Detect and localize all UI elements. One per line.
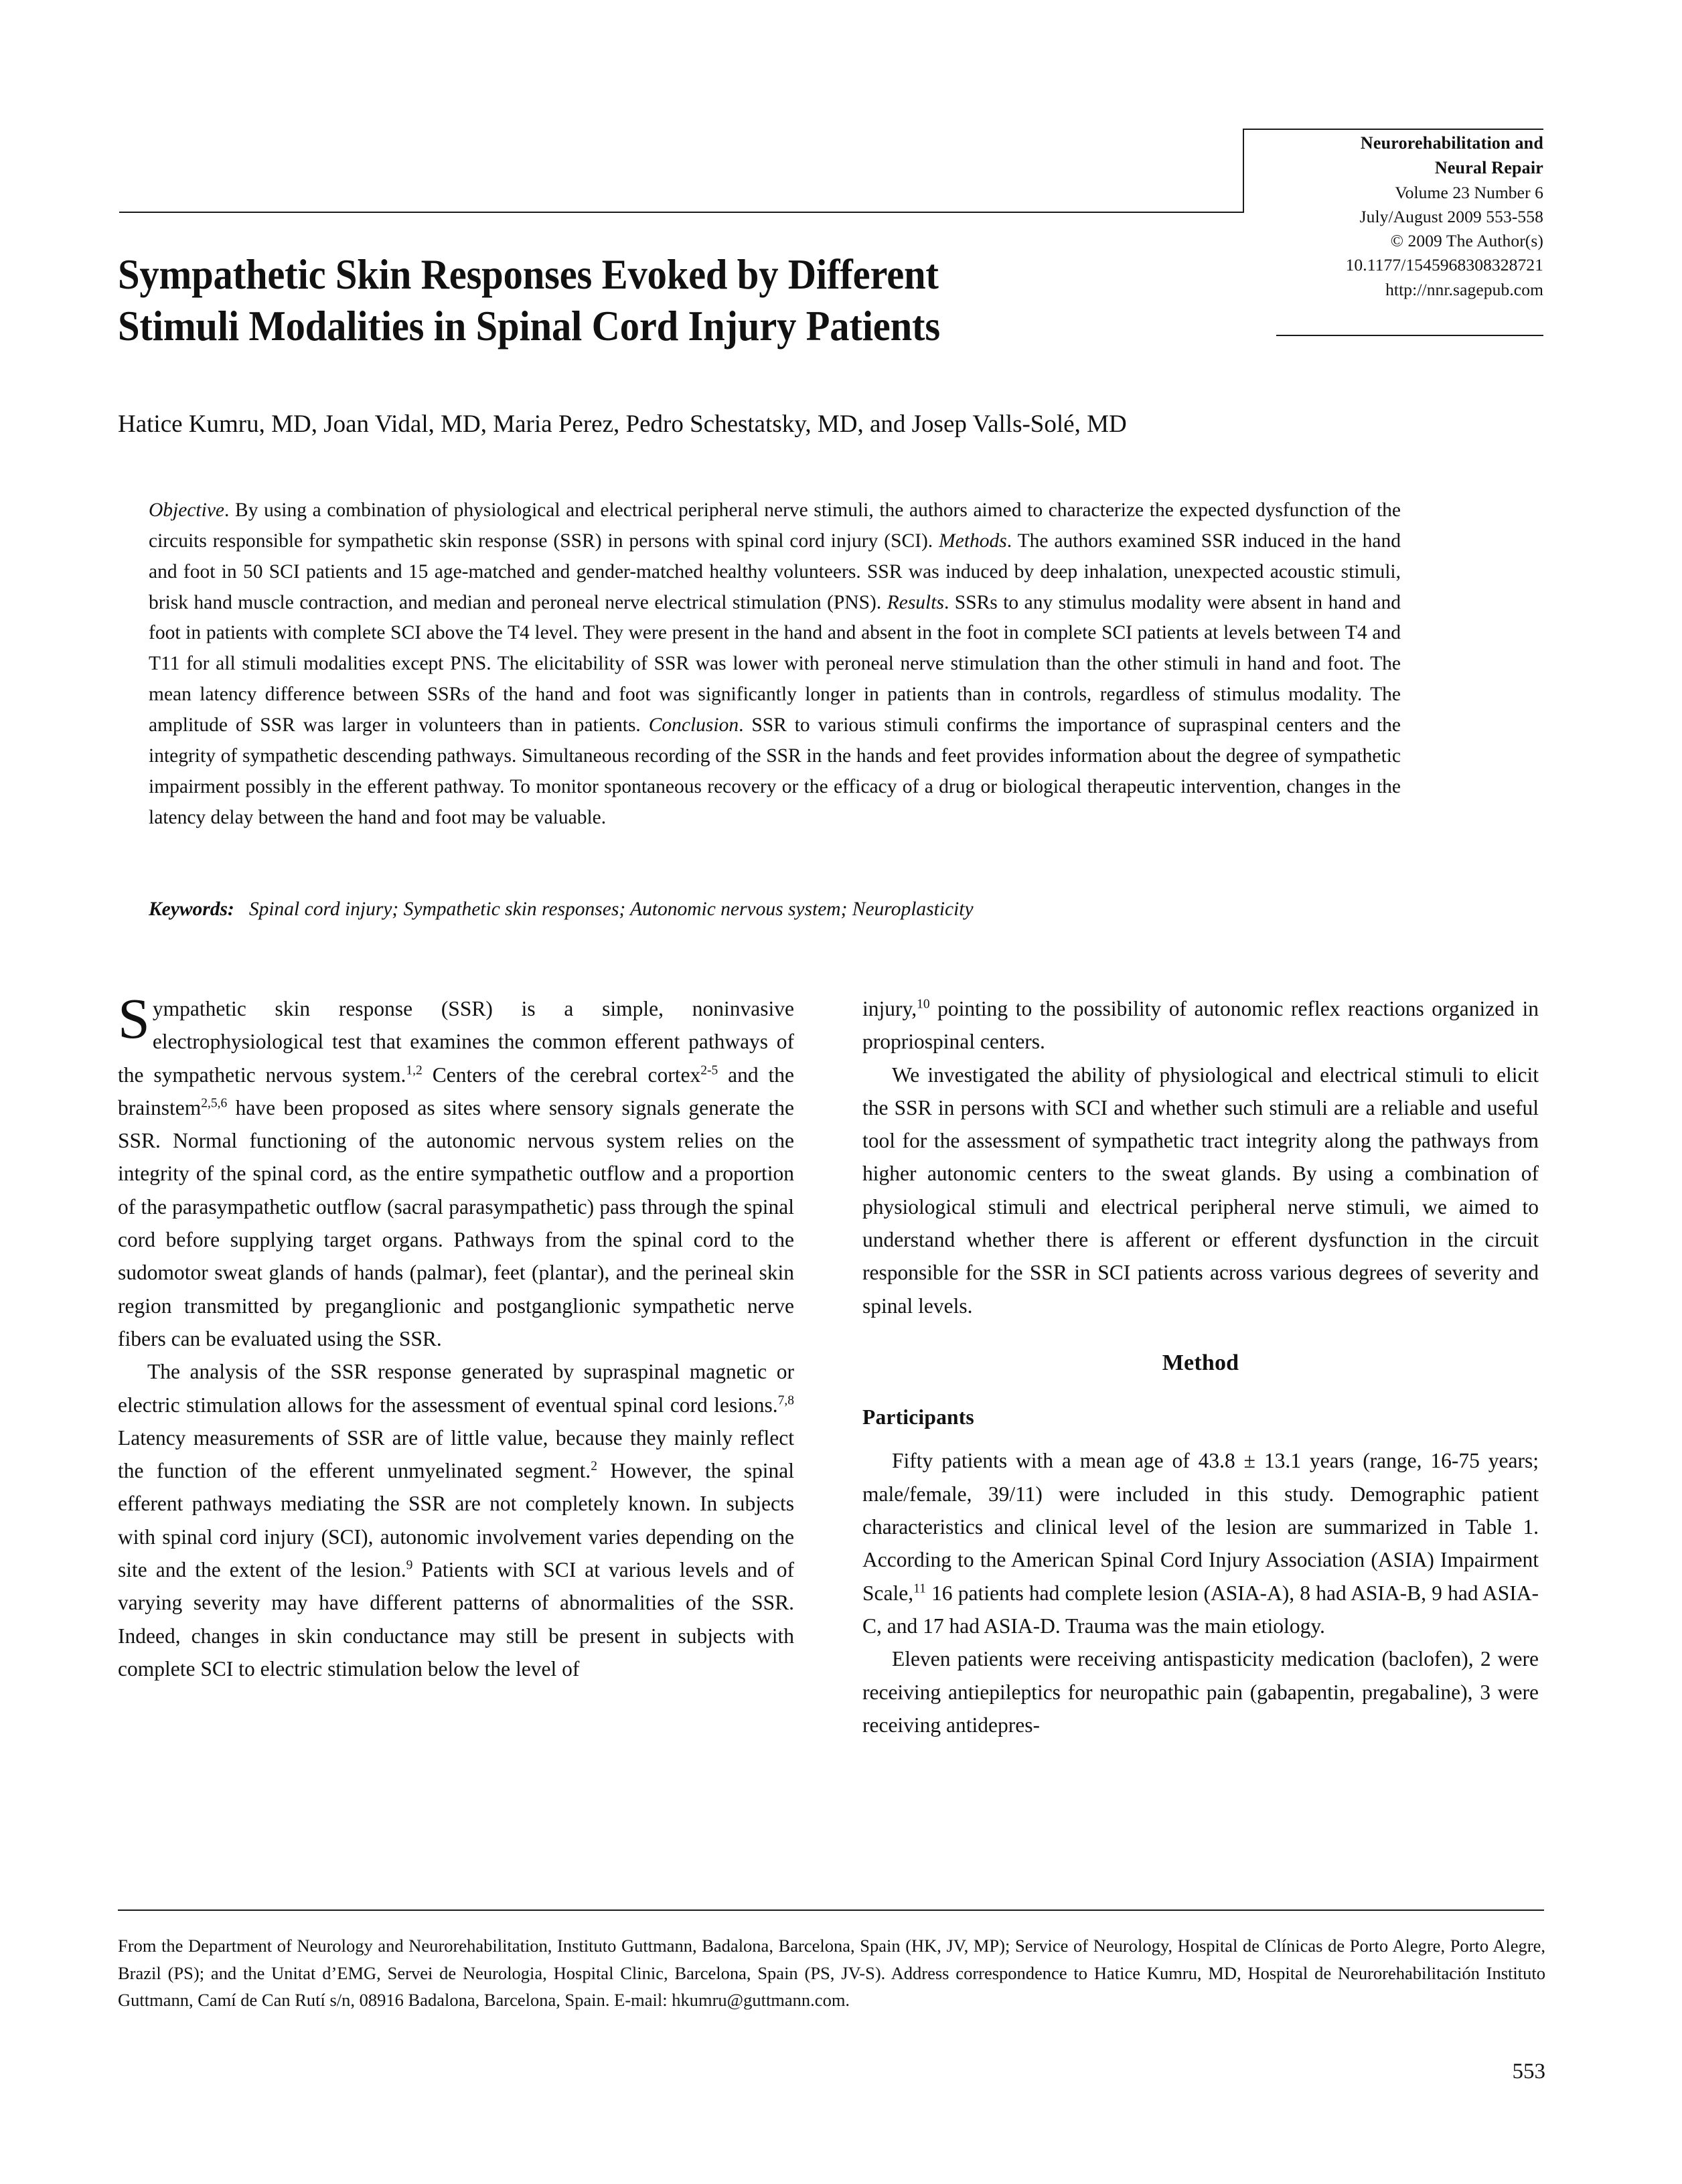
- injury-text-b: pointing to the possibility of autonomic reflex reactions organized in propriospinal centers.: [862, 997, 1539, 1054]
- paragraph-participants: [862, 1444, 1539, 1642]
- drop-cap: S: [118, 986, 150, 1050]
- citation-ref: 10: [917, 997, 930, 1012]
- footnote-rule: [118, 1909, 1544, 1911]
- body-column-left: [118, 986, 794, 1685]
- paragraph-injury-continued: [862, 992, 1539, 1059]
- section-heading-method: Method: [1162, 1350, 1239, 1375]
- ssr-text-c: However, the spinal efferent pathways mediating the SSR are not completely known. In subjects with spinal cord injury (SCI), autonomic involvement varies depending on the site and the extent of the lesion.: [118, 1459, 794, 1582]
- page-title: [118, 249, 1176, 353]
- page-number: 553: [1512, 2059, 1545, 2084]
- journal-masthead: [1249, 131, 1543, 302]
- intro-text-d: have been proposed as sites where sensory signals generate the SSR. Normal functioning of the autonomic nervous system relies on the integrity of the spinal cord, as the entire sympathetic outflow and a proportion of the parasympathetic outflow (sacral parasympathetic) pass through the spinal cord before supplying target organs. Pathways from the spinal cord to the sudomotor sweat glands of hands (palmar), feet (plantar), and the perineal skin region transmitted by preganglionic and postganglionic sympathetic nerve fibers can be evaluated using the SSR.: [118, 1095, 794, 1350]
- paragraph-intro: [118, 986, 794, 1355]
- subsection-heading-participants: Participants: [862, 1405, 974, 1429]
- ssr-text-b: Latency measurements of SSR are of little value, because they mainly reflect the function of the efferent unmyelinated segment.: [118, 1425, 794, 1483]
- abstract-label-objective: Objective: [149, 499, 225, 521]
- keywords-line: [149, 894, 1401, 924]
- journal-doi: 10.1177/1545968308328721: [1345, 255, 1543, 275]
- citation-ref: 2-5: [700, 1063, 718, 1078]
- paragraph-investigation: We investigated the ability of physiological and electrical stimuli to elicit the SSR in persons with SCI and whether such stimuli are a reliable and useful tool for the assessment of sympathetic tract integrity along the pathways from higher autonomic centers to the sweat glands. By using a combination of physiological stimuli and electrical peripheral nerve stimuli, we aimed to understand whether there is afferent or efferent dysfunction in the circuit responsible for the SSR in SCI patients across various degrees of severity and spinal levels.: [862, 1063, 1539, 1318]
- citation-ref: 1,2: [406, 1063, 423, 1078]
- abstract-text-methods: . The authors examined SSR induced in the hand and foot in 50 SCI patients and 15 age-matched and gender-matched healthy volunteers. SSR was induced by deep inhalation, unexpected acoustic stimuli, brisk hand muscle contraction, and median and peroneal nerve electrical stimulation (PNS).: [149, 530, 1401, 613]
- participants-text-b: 16 patients had complete lesion (ASIA-A), 8 had ASIA-B, 9 had ASIA-C, and 17 had ASIA-D. Trauma was the main etiology.: [862, 1581, 1539, 1638]
- title-line-2: Stimuli Modalities in Spinal Cord Injury Patients: [118, 303, 940, 350]
- keywords-text: Spinal cord injury; Sympathetic skin responses; Autonomic nervous system; Neuroplasticity: [248, 899, 974, 920]
- abstract-label-conclusion: Conclusion: [648, 714, 739, 736]
- ssr-text-d: Patients with SCI at various levels and of varying severity may have different patterns of abnormalities of the SSR. Indeed, changes in skin conductance may still be present in subjects with complete SCI to electric stimulation below the level of: [118, 1558, 794, 1681]
- paragraph-ssr-analysis: [118, 1355, 794, 1685]
- affiliation-footnote: From the Department of Neurology and Neurorehabilitation, Instituto Guttmann, Badalona, Barcelona, Spain (HK, JV, MP); Service of Neurology, Hospital de Clínicas de Porto Alegre, Porto Alegre, Brazil (PS); and the Unitat d’EMG, Servei de Neurologia, Hospital Clinic, Barcelona, Spain (PS, JV-S). Address correspondence to Hatice Kumru, MD, Hospital de Neurorehabilitación Instituto Guttmann, Camí de Can Rutí s/n, 08916 Badalona, Barcelona, Spain. E-mail: hkumru@guttmann.com.: [118, 1936, 1545, 2011]
- keywords-label: Keywords:: [149, 899, 234, 920]
- abstract-label-results: Results: [887, 591, 944, 613]
- abstract: [149, 495, 1401, 833]
- abstract-text-results: . SSRs to any stimulus modality were absent in hand and foot in patients with complete SCI above the T4 level. They were present in the hand and absent in the foot in complete SCI patients at levels between T4 and T11 for all stimuli modalities except PNS. The elicitability of SSR was lower with peroneal nerve stimulation than the other stimuli in hand and foot. The mean latency difference between SSRs of the hand and foot was significantly longer in patients than in controls, regardless of stimulus modality. The amplitude of SSR was larger in volunteers than in patients.: [149, 591, 1401, 736]
- journal-copyright: © 2009 The Author(s): [1390, 231, 1543, 251]
- masthead-top-rule: [1243, 129, 1543, 130]
- intro-text-b: Centers of the cerebral cortex: [422, 1063, 701, 1087]
- citation-ref: 2: [591, 1459, 597, 1474]
- abstract-text-conclusion: . SSR to various stimuli confirms the importance of supraspinal centers and the integrity of sympathetic descending pathways. Simultaneous recording of the SSR in the hands and feet provides information about the degree of sympathetic impairment possibly in the efferent pathway. To monitor spontaneous recovery or the efficacy of a drug or biological therapeutic intervention, changes in the latency delay between the hand and foot may be valuable.: [149, 714, 1401, 828]
- paragraph-medication: Eleven patients were receiving antispasticity medication (baclofen), 2 were receiving antiepileptics for neuropathic pain (gabapentin, pregabaline), 3 were receiving antidepres-: [862, 1647, 1539, 1737]
- journal-issue-date: July/August 2009 553-558: [1359, 207, 1543, 227]
- citation-ref: 2,5,6: [201, 1096, 228, 1111]
- citation-ref: 7,8: [777, 1393, 794, 1408]
- author-list: Hatice Kumru, MD, Joan Vidal, MD, Maria Perez, Pedro Schestatsky, MD, and Josep Valls-Solé, MD: [118, 410, 1127, 438]
- masthead-vertical-rule: [1243, 129, 1244, 213]
- title-top-rule: [119, 212, 1243, 213]
- masthead-bottom-rule: [1276, 335, 1543, 336]
- citation-ref: 9: [406, 1558, 413, 1573]
- journal-url: http://nnr.sagepub.com: [1385, 279, 1543, 299]
- intro-text-a: ympathetic skin response (SSR) is a simple, noninvasive electrophysiological test that examines the common efferent pathways of the sympathetic nervous system.: [118, 997, 794, 1087]
- injury-text-a: injury,: [862, 997, 917, 1020]
- abstract-text-objective: . By using a combination of physiological and electrical peripheral nerve stimuli, the authors aimed to characterize the expected dysfunction of the circuits responsible for sympathetic skin response (SSR) in persons with spinal cord injury (SCI).: [149, 499, 1401, 552]
- participants-text-a: Fifty patients with a mean age of 43.8 ± 13.1 years (range, 16-75 years; male/female, 39/11) were included in this study. Demographic patient characteristics and clinical level of the lesion are summarized in Table 1. According to the American Spinal Cord Injury Association (ASIA) Impairment Scale,: [862, 1449, 1539, 1605]
- abstract-label-methods: Methods: [939, 530, 1007, 552]
- journal-title-line1: Neurorehabilitation and: [1360, 133, 1543, 153]
- journal-title-line2: Neural Repair: [1434, 157, 1543, 177]
- journal-volume: Volume 23 Number 6: [1395, 182, 1543, 202]
- body-column-right: [862, 992, 1539, 1741]
- citation-ref: 11: [913, 1581, 926, 1596]
- ssr-text-a: The analysis of the SSR response generated by supraspinal magnetic or electric stimulation allows for the assessment of eventual spinal cord lesions.: [118, 1360, 794, 1417]
- intro-text-c: and the brainstem: [118, 1063, 794, 1119]
- title-line-1: Sympathetic Skin Responses Evoked by Different: [118, 251, 939, 298]
